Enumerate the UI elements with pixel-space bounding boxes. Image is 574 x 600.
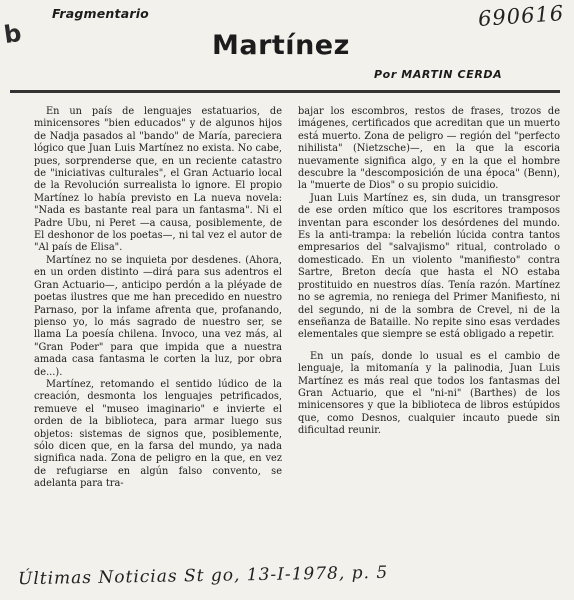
handwritten-catalog-number: 690616 (477, 1, 565, 31)
article-paragraph: Juan Luis Martínez es, sin duda, un transgresor de ese orden mítico que los escritores tramposos inventan para esconder los desórdenes del mundo. Es la anti-trampa: la rebelión lúcida contra tantos empresarios del "salvajismo" ritual, controlado o domesticado. En un violento "manifiesto" contra Sartre, Breton decía que hasta el NO estaba prostituido en nuestros días. Tenía razón. Martínez no se agremia, no reniega del Primer Manifiesto, ni del segundo, ni de la sombra de Crevel, ni de la enseñanza de Bataille. No repite sino esas verdades elementales que siempre se está obligado a repetir. (298, 192, 560, 341)
handwritten-corner-mark: b (2, 18, 24, 50)
article-paragraph: Martínez, retomando el sentido lúdico de la creación, desmonta los lenguajes petrificados, remueve el "museo imaginario" e invierte el orden de la biblioteca, para armar luego sus objetos: sistemas de signos que, posiblemente, sólo dicen que, en la farsa del mundo, ya nada significa nada. Zona de peligro en la que, en vez de refugiarse en algún falso convento, se adelanta para tra- (34, 378, 282, 490)
article-column-right (298, 106, 560, 438)
article-title: Martínez (212, 30, 350, 61)
handwritten-source-citation: Últimas Noticias St go, 13-I-1978, p. 5 (17, 562, 389, 590)
section-label: Fragmentario (52, 6, 149, 21)
article-paragraph: bajar los escombros, restos de frases, trozos de imágenes, certificados que acreditan que un muerto está muerto. Zona de peligro — región del "perfecto nihilista" (Nietzsche)—, en la que la escoria nuevamente significa algo, y en la que el hombre descubre la "descomposición de una época" (Benn), la "muerte de Dios" o su propio suicidio. (298, 106, 560, 192)
article-byline: Por MARTIN CERDA (374, 68, 503, 81)
article-paragraph: En un país, donde lo usual es el cambio de lenguaje, la mitomanía y la palinodia, Juan Luis Martínez es más real que todos los fantasmas del Gran Actuario, que el "ni-ni" (Barthes) de los minicensores y que la biblioteca de libros estúpidos que, como Desnos, cualquier incauto puede sin dificultad reunir. (298, 350, 560, 437)
article-column-left (34, 106, 282, 491)
article-paragraph: Martínez no se inquieta por desdenes. (Ahora, en un orden distinto —dirá para sus adentros el Gran Actuario—, anticipo perdón a la pléyade de poetas ilustres que me han precedido en nuestro Parnaso, por la infame afrenta que, profanando, pienso yo, lo más sagrado de nuestro ser, se llama La poesía chilena. Invoco, una vez más, al "Gran Poder" para que impida que a nuestra amada casa fantasma le corten la luz, por obra de...). (34, 254, 282, 378)
article-paragraph: En un país de lenguajes estatuarios, de minicensores "bien educados" y de algunos hijos de Nadja pasados al "bando" de María, pareciera lógico que Juan Luis Martínez no exista. No cabe, pues, sorprenderse que, en un reciente catastro de "iniciativas culturales", el Gran Actuario local de la Revolución surrealista lo ignore. El propio Martínez lo había previsto en La nueva novela: "Nada es bastante real para un fantasma". Ni el Padre Ubu, ni Peret —a causa, posiblemente, de El deshonor de los poetas—, ni tal vez el autor de "Al país de Elisa". (34, 106, 282, 254)
header-rule (10, 90, 560, 93)
